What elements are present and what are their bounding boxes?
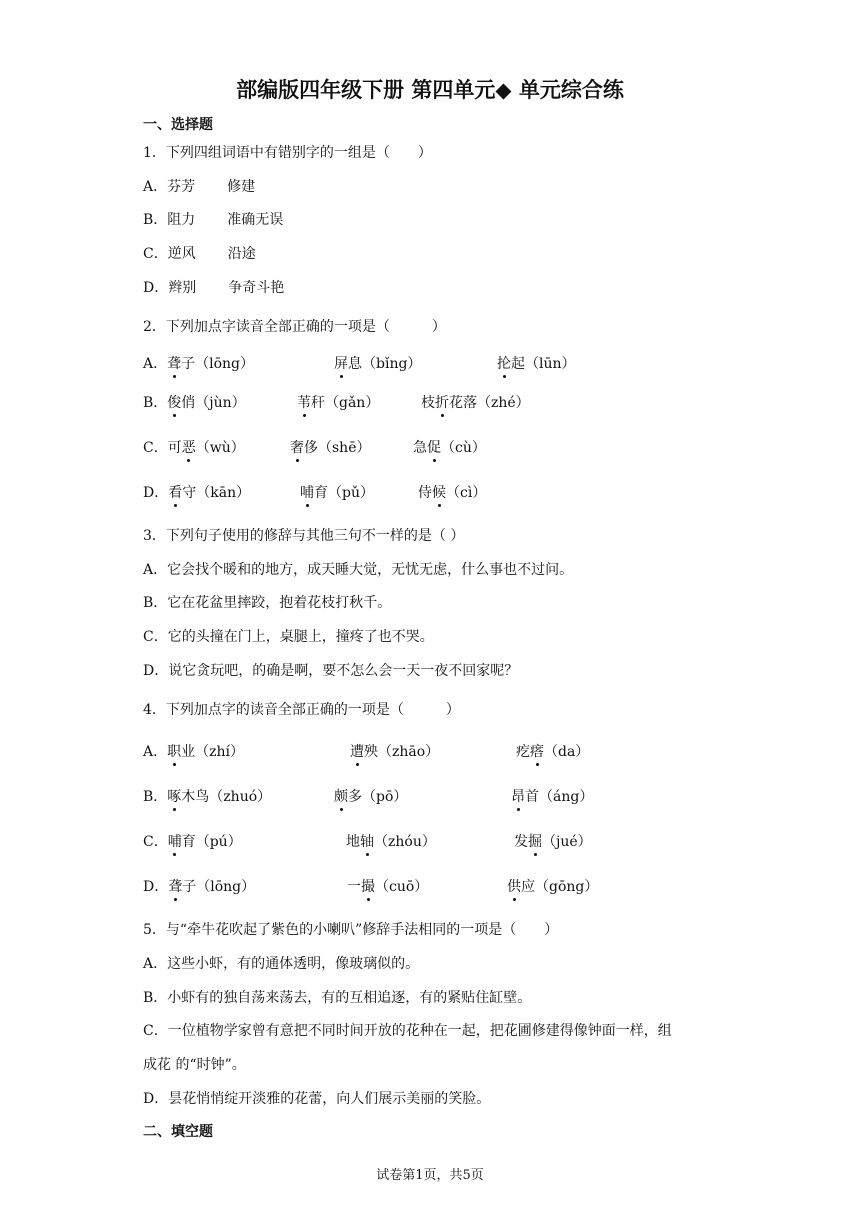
question-5-option-b: B．小虾有的独自荡来荡去，有的互相追逐，有的紧贴住缸壁。 (143, 990, 532, 1006)
question-2-option-c-item-2: 奢侈（shē） (290, 437, 371, 457)
question-2-option-a-item-3: 抡起（lūn） (497, 353, 576, 373)
question-1-stem: 1．下列四组词语中有错别字的一组是（ ） (143, 145, 432, 161)
question-2-option-d-item-2: 哺育（pǔ） (300, 482, 374, 502)
question-5-option-c-continued: 成花 的“时钟”。 (143, 1057, 246, 1073)
question-4-option-a-item-3: 疙瘩（da） (516, 741, 589, 761)
question-3-option-d: D．说它贪玩吧，的确是啊，要不怎么会一天一夜不回家呢？ (143, 663, 519, 679)
question-1-option-c: C．逆风 沿途 (143, 246, 256, 262)
question-2-option-b-item-1: B．俊俏（jùn） (143, 392, 246, 412)
question-2-stem: 2．下列加点字读音全部正确的一项是（ ） (143, 319, 446, 335)
question-4-option-c-item-3: 发掘（jué） (514, 831, 592, 851)
question-5-option-a: A．这些小虾，有的通体透明，像玻璃似的。 (143, 956, 420, 972)
question-2-option-b-item-2: 苇秆（gǎn） (297, 392, 379, 412)
question-4-option-b-item-3: 昂首（áng） (511, 786, 593, 806)
question-2-option-c-item-1: C．可恶（wù） (143, 437, 245, 457)
question-5-option-d: D．昙花悄悄绽开淡雅的花蕾，向人们展示美丽的笑脸。 (143, 1091, 491, 1107)
question-4-stem: 4．下列加点字的读音全部正确的一项是（ ） (143, 702, 460, 718)
question-5-option-c: C．一位植物学家曾有意把不同时间开放的花种在一起，把花圃修建得像钟面一样，组 (143, 1023, 672, 1039)
question-4-option-d-item-3: 供应（gōng） (507, 876, 598, 896)
question-3-option-c: C．它的头撞在门上，桌腿上，撞疼了也不哭。 (143, 629, 434, 645)
question-1-option-a: A．芬芳 修建 (143, 179, 256, 195)
page-title: 部编版四年级下册 第四单元◆ 单元综合练 (236, 78, 624, 102)
question-2-option-d-item-1: D．看守（kān） (143, 482, 250, 502)
question-4-option-b-item-1: B．啄木鸟（zhuó） (143, 786, 271, 806)
question-4-option-b-item-2: 颇多（pō） (334, 786, 407, 806)
question-1-option-b: B．阻力 准确无误 (143, 212, 284, 228)
question-4-option-c-item-1: C．哺育（pú） (143, 831, 242, 851)
section-heading-choice: 一、选择题 (143, 117, 213, 133)
section-heading-fill: 二、填空题 (143, 1124, 213, 1140)
question-2-option-d-item-3: 侍候（cì） (418, 482, 486, 502)
question-2-option-b-item-3: 枝折花落（zhé） (421, 392, 530, 412)
question-4-option-d-item-1: D．聋子（lōng） (143, 876, 255, 896)
question-4-option-a-item-1: A．职业（zhí） (143, 741, 244, 761)
page-footer: 试卷第1页，共5页 (376, 1168, 484, 1183)
question-4-option-d-item-2: 一撮（cuō） (347, 876, 428, 896)
question-4-option-a-item-2: 遭殃（zhāo） (350, 741, 439, 761)
question-4-option-c-item-2: 地轴（zhóu） (346, 831, 436, 851)
question-3-option-b: B．它在花盆里摔跤，抱着花枝打秋千。 (143, 595, 392, 611)
question-2-option-a-item-1: A．聋子（lōng） (143, 353, 254, 373)
question-3-option-a: A．它会找个暖和的地方，成天睡大觉，无忧无虑，什么事也不过问。 (143, 562, 574, 578)
question-2-option-c-item-3: 急促（cù） (413, 437, 486, 457)
question-1-option-d: D．辫别 争奇斗艳 (143, 280, 285, 296)
question-2-option-a-item-2: 屏息（bǐng） (334, 353, 421, 373)
question-5-stem: 5．与“牵牛花吹起了紫色的小喇叭”修辞手法相同的一项是（ ） (143, 922, 559, 938)
question-3-stem: 3．下列句子使用的修辞与其他三句不一样的是（ ） (143, 528, 465, 544)
